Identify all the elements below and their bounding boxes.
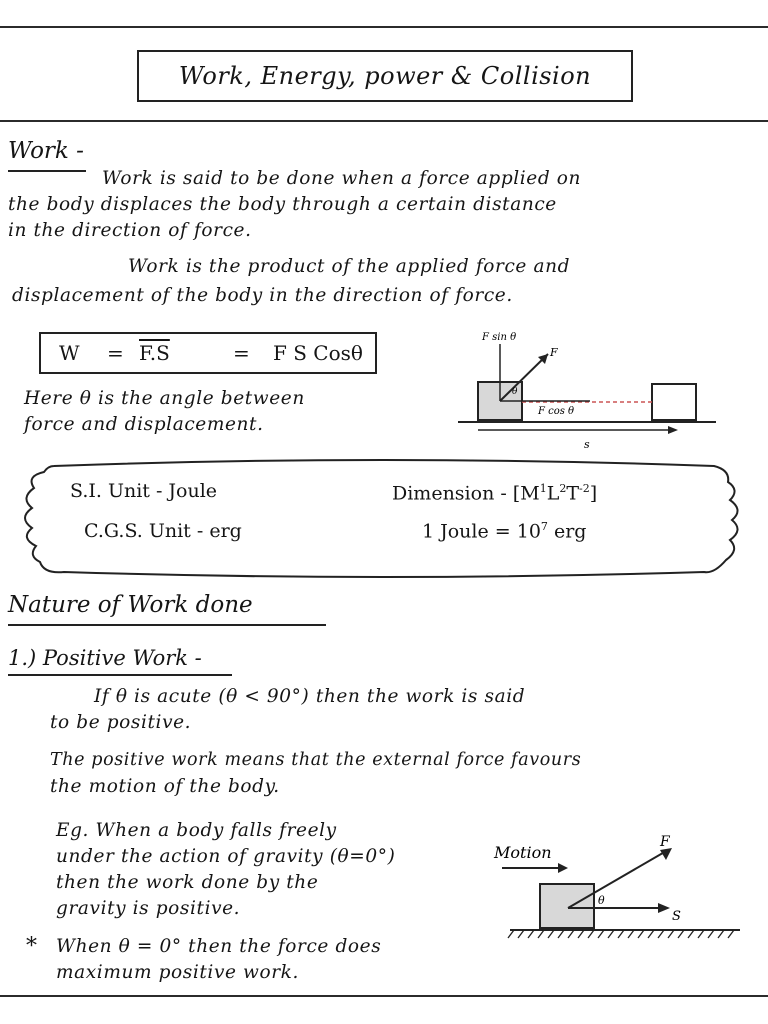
page-title-text: Work, Energy, power & Collision	[178, 62, 592, 90]
formula-eq2: =	[233, 341, 250, 365]
bottom-rule	[0, 995, 768, 997]
theta-note-line2: force and displacement.	[24, 414, 264, 435]
example-line3: then the work done by the	[56, 872, 319, 893]
top-rule	[0, 26, 768, 28]
si-unit: S.I. Unit - Joule	[70, 480, 218, 502]
positive-work-underline	[8, 674, 232, 676]
work-formula-box	[39, 332, 377, 374]
formula-lhs: W	[59, 341, 80, 365]
work-heading: Work -	[8, 138, 84, 164]
units-cloud-border	[14, 456, 744, 582]
nature-heading: Nature of Work done	[8, 592, 253, 618]
acute-line1: If θ is acute (θ < 90°) then the work is said	[94, 686, 526, 707]
joule-erg-conversion: 1 Joule = $10^7$ erg	[422, 520, 587, 543]
label-fsin: F sin θ	[482, 332, 517, 343]
work-def1-line1: Work is said to be done when a force applied on	[102, 168, 582, 189]
example-line4: gravity is positive.	[56, 898, 241, 919]
star-note-line2: maximum positive work.	[56, 962, 299, 983]
force-line	[568, 850, 668, 908]
displacement-arrowhead-2	[658, 903, 670, 913]
label-theta: θ	[512, 387, 518, 397]
force-vector	[500, 354, 548, 401]
label-f-2: F	[660, 834, 670, 850]
formula-dot-product: F.S	[139, 341, 170, 365]
displacement-arrowhead	[668, 426, 678, 434]
positive-meaning-line2: the motion of the body.	[50, 776, 280, 797]
star-note-line1: When θ = 0° then the force does	[56, 936, 382, 957]
motion-arrowhead	[558, 863, 568, 873]
nature-heading-underline	[8, 624, 326, 626]
example-line1: Eg. When a body falls freely	[56, 820, 337, 841]
example-line2: under the action of gravity (θ=0°)	[56, 846, 396, 867]
formula-rhs: F S Cosθ	[273, 341, 363, 365]
work-heading-underline	[8, 170, 86, 172]
cgs-unit: C.G.S. Unit - erg	[84, 520, 242, 542]
dimension-formula: Dimension - $[M^1L^2T^{-2}]$	[392, 482, 598, 505]
formula-eq1: =	[107, 341, 124, 365]
label-motion: Motion	[494, 843, 552, 862]
label-s-2: S	[672, 909, 681, 924]
work-def1-line3: in the direction of force.	[8, 220, 252, 241]
positive-work-heading: 1.) Positive Work -	[8, 646, 202, 670]
label-fcos: F cos θ	[538, 406, 575, 417]
page-title	[137, 50, 633, 102]
positive-work-diagram	[490, 834, 748, 944]
theta-note-line1: Here θ is the angle between	[24, 388, 305, 409]
work-def1-line2: the body displaces the body through a certain distance	[8, 194, 557, 215]
block-right	[652, 384, 696, 420]
label-f: F	[550, 346, 558, 359]
title-rule	[0, 120, 768, 122]
moving-block	[540, 884, 594, 928]
ground-hatch	[508, 930, 734, 938]
positive-meaning-line1: The positive work means that the external force favours	[50, 750, 582, 770]
label-theta-2: θ	[598, 894, 605, 907]
force-displacement-diagram	[452, 322, 722, 452]
acute-line2: to be positive.	[50, 712, 192, 733]
work-def2-line2: displacement of the body in the direction of force.	[12, 285, 513, 306]
star-bullet: *	[26, 934, 37, 959]
label-s: s	[584, 438, 590, 451]
work-def2-line1: Work is the product of the applied force and	[128, 256, 571, 277]
